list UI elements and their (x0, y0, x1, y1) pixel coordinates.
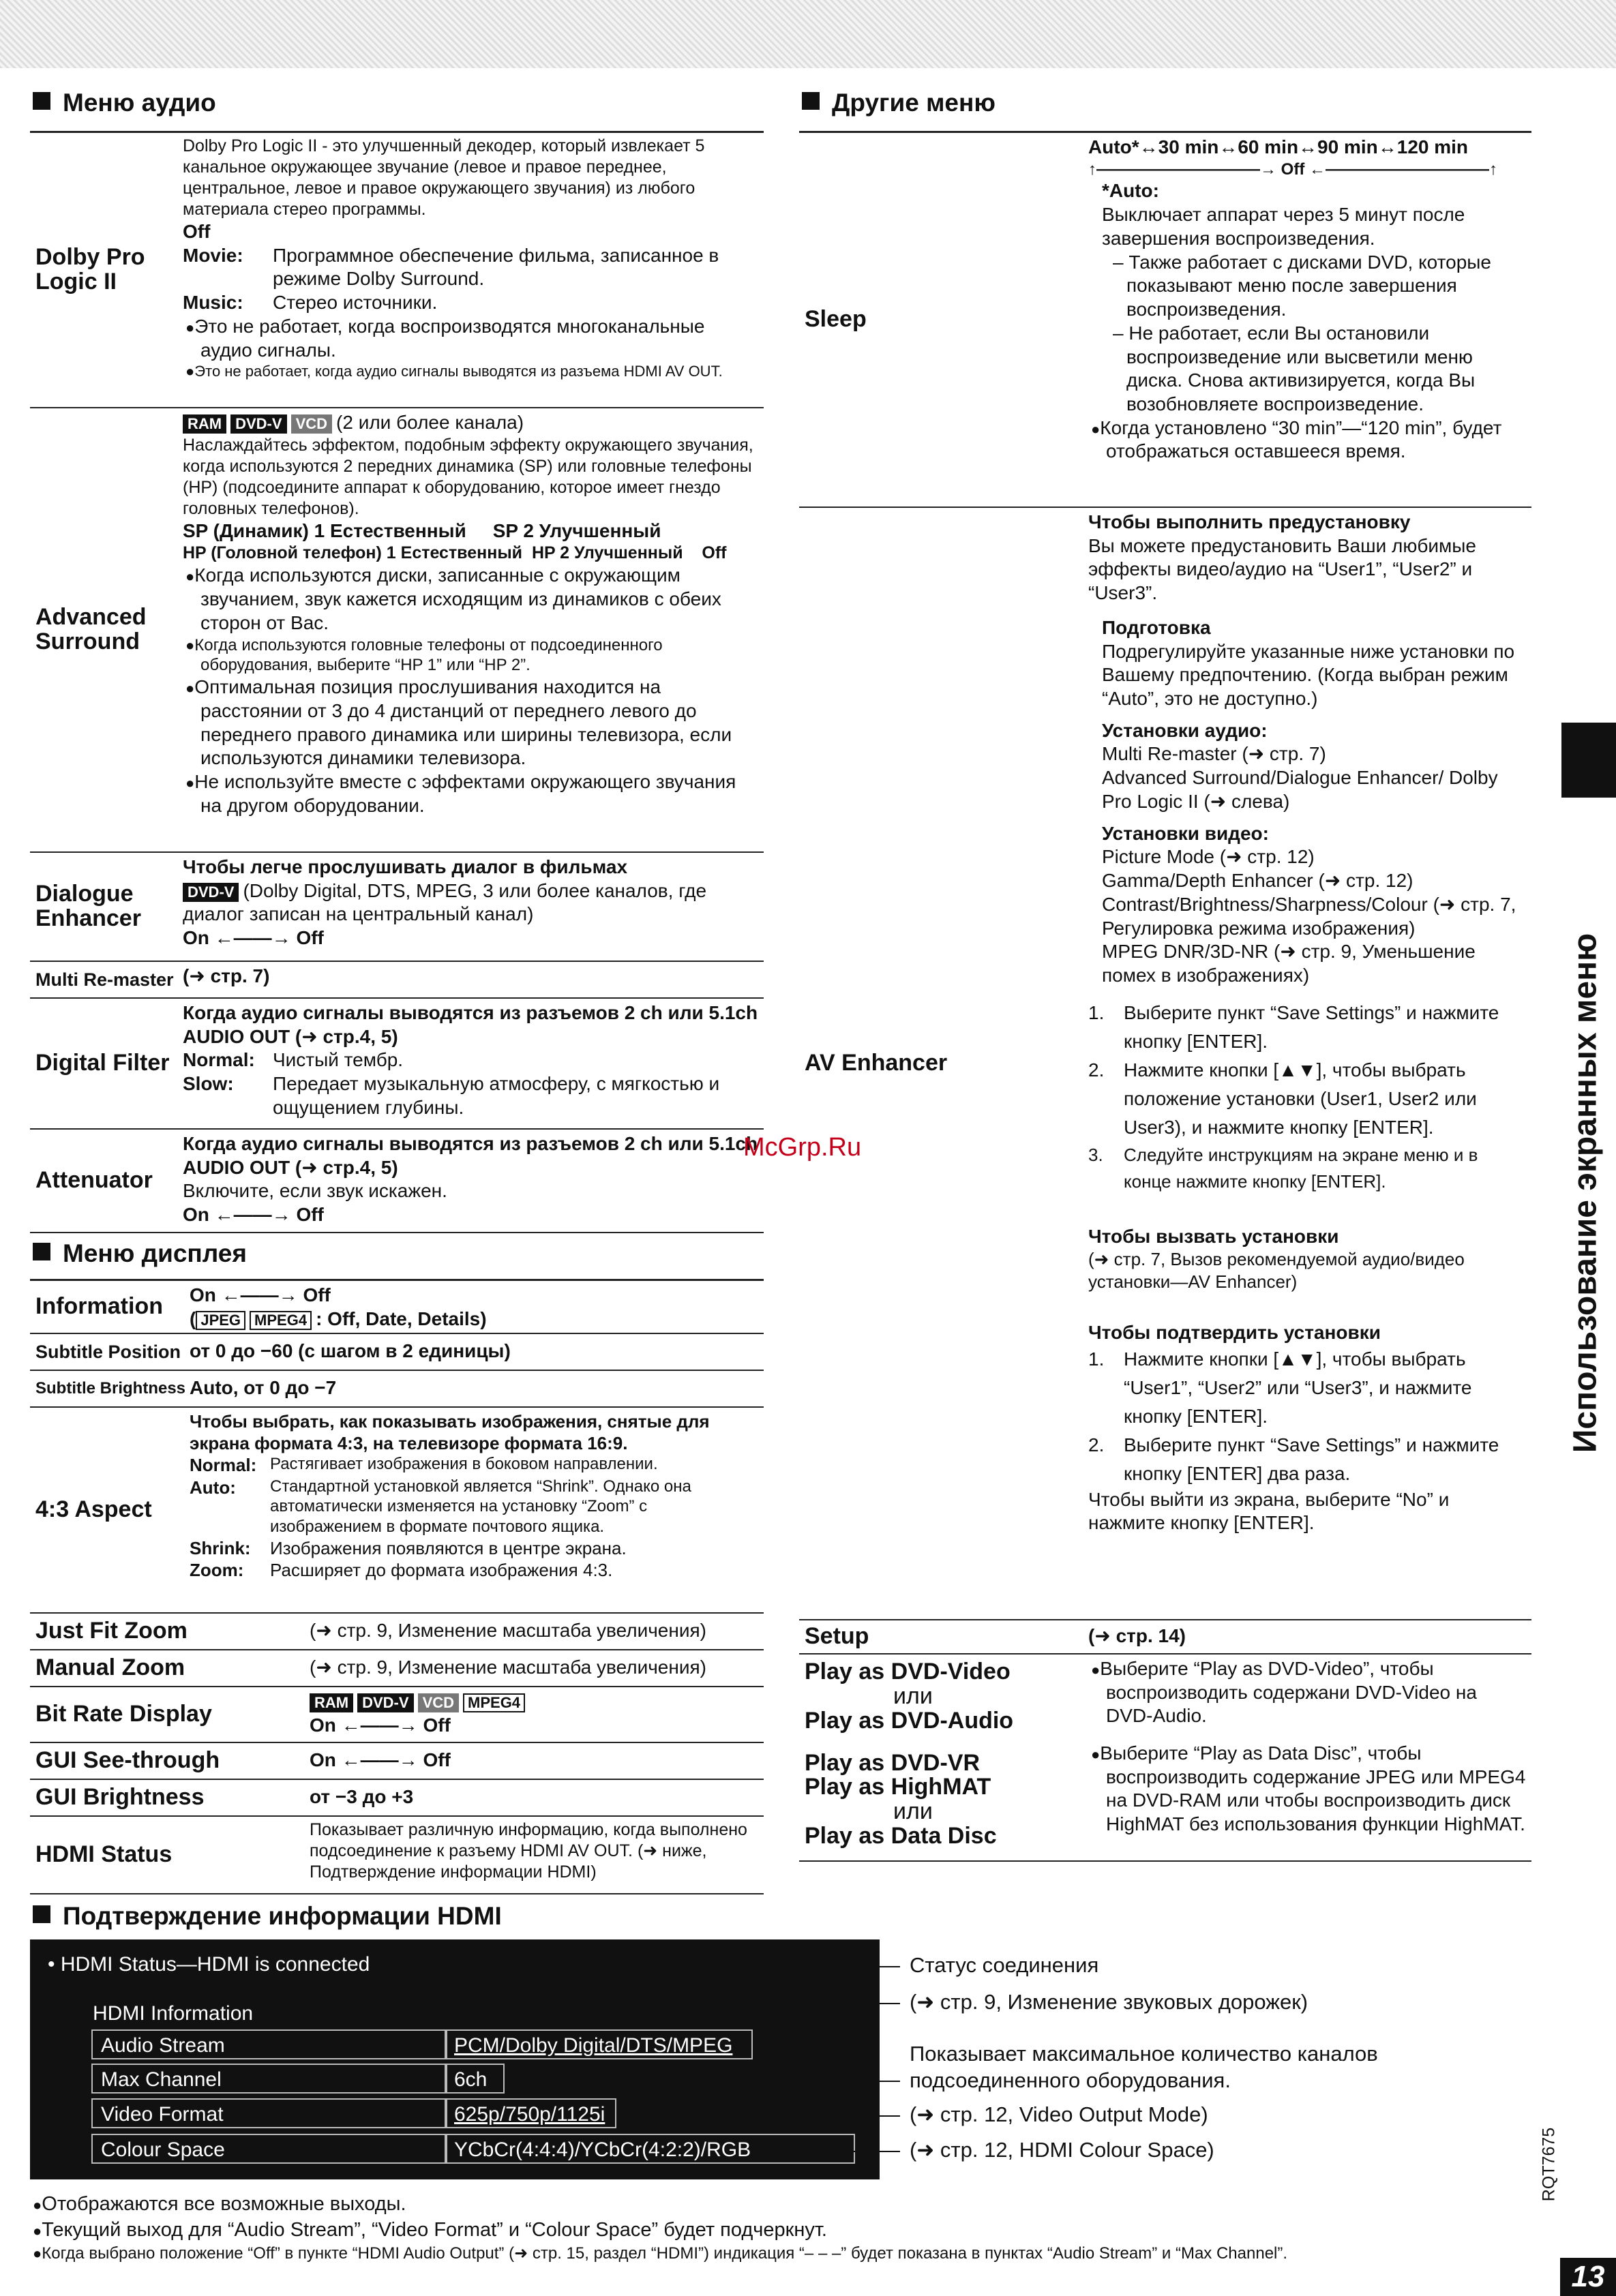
hdmi-video-value: 625p/750p/1125i (446, 2098, 616, 2128)
display-menu-table (30, 1279, 764, 1894)
subtitle-position-label: Subtitle Position (35, 1341, 181, 1362)
hdmi-video-label: Video Format (91, 2098, 446, 2128)
advanced-channels: (2 или более канала) (336, 412, 524, 433)
attenuator-label: Attenuator (35, 1167, 153, 1194)
page-number: 13 (1560, 2258, 1616, 2296)
av-step2: Нажмите кнопки [▲▼], чтобы выбрать положение установки (User1, User2 или User3), и нажмите кнопку [ENTER]. (1124, 1059, 1477, 1138)
gui-brightness-label: GUI Brightness (35, 1784, 205, 1811)
subtitle-position-text: от 0 до −60 (с шагом в 2 единицы) (190, 1340, 511, 1361)
hdmi-info-title: HDMI Information (93, 2002, 254, 2025)
dolby-intro: Dolby Pro Logic II - это улучшенный декодер, который извлекает 5 канальное окружающее звучание (левое и правое переднее, центральное, левое и правое окружающего звучания) из любого материала стерео программы. (183, 136, 705, 219)
audio-menu-table (30, 131, 764, 1233)
play-dvdvr-label: Play as DVD-VR (805, 1749, 980, 1776)
sleep-label: Sleep (805, 306, 867, 333)
av-video-item1: Picture Mode (➜ стр. 12) (1102, 846, 1315, 868)
gui-brightness-row (30, 1780, 764, 1817)
av-exit-text: Чтобы выйти из экрана, выберите “No” и нажмите кнопку [ENTER]. (1088, 1488, 1450, 1534)
aspect-row (30, 1408, 764, 1614)
av-video-item4: MPEG DNR/3D-NR (➜ стр. 9, Уменьшение помех в изображениях) (1102, 941, 1476, 986)
callout-audio: (➜ стр. 9, Изменение звуковых дорожек) (910, 1990, 1308, 2014)
digital-normal-val: Чистый тембр. (273, 1049, 404, 1071)
callout-connection-status: Статус соединения (910, 1953, 1099, 1977)
av-step3: Следуйте инструкциям на экране меню и в конце нажмите кнопку [ENTER]. (1124, 1144, 1478, 1192)
dialogue-row (30, 853, 764, 962)
attenuator-text: Включите, если звук искажен. (183, 1180, 447, 1202)
aspect-head: Чтобы выбрать, как показывать изображения, снятые для экрана формата 4:3, на телевизоре формата 16:9. (190, 1411, 710, 1454)
av-audio-head: Установки аудио: (1102, 719, 1268, 741)
watermark: McGrp.Ru (743, 1133, 862, 1162)
play-dvd-row (799, 1655, 1531, 1739)
hdmi-audio-label: Audio Stream (91, 2029, 446, 2059)
footnote-3: ● Когда выбрано положение “Off” в пункте “HDMI Audio Output” (➜ стр. 15, раздел “HDMI”) индикация “– – –” будет показана в пунктах “Audio Stream” и “Max Channel”. (30, 2243, 1287, 2264)
callout-max-channel: Показывает максимальное количество каналов подсоединенного оборудования. (910, 2042, 1378, 2092)
callout-video: (➜ стр. 12, Video Output Mode) (910, 2102, 1208, 2126)
display-menu-title: Меню дисплея (33, 1239, 247, 1268)
aspect-shrink-val: Изображения появляются в центре экрана. (270, 1537, 627, 1558)
hdmi-status-label: HDMI Status (35, 1841, 173, 1868)
hdmi-row-colour (91, 2134, 855, 2164)
gui-see-label: GUI See-through (35, 1747, 220, 1774)
footnote-1: ● Отображаются все возможные выходы. (30, 2192, 1287, 2218)
information-detail: : Off, Date, Details) (316, 1308, 487, 1329)
digital-slow-key: Slow: (183, 1073, 234, 1095)
audio-menu-title: Меню аудио (33, 89, 216, 117)
dolby-off: Off (183, 221, 211, 242)
callout-colour: (➜ стр. 12, HDMI Colour Space) (910, 2138, 1214, 2162)
play-data-text: ● Выберите “Play as Data Disc”, чтобы воспроизводить содержание JPEG или MPEG4 на DVD-RAM или чтобы воспроизводить диск HighMAT без использования функции HighMAT. (1088, 1739, 1531, 1860)
justfit-label: Just Fit Zoom (35, 1618, 188, 1644)
advanced-row (30, 408, 764, 853)
aspect-zoom-val: Расширяет до формата изображения 4:3. (270, 1560, 613, 1581)
sleep-auto-key: *Auto: (1102, 180, 1159, 202)
bitrate-row (30, 1687, 764, 1743)
leader-line (757, 2081, 900, 2082)
leader-line (852, 2151, 900, 2152)
advanced-sp-options: SP (Динамик) 1 Естественный SP 2 Улучшенный (183, 519, 661, 541)
leader-line (743, 2003, 900, 2004)
hdmi-status-line: • HDMI Status—HDMI is connected (48, 1953, 370, 1976)
other-menu-title: Другие меню (802, 89, 996, 117)
leader-line (409, 1966, 900, 1967)
gui-see-text: On ←——→ Off (310, 1749, 451, 1770)
justfit-row (30, 1614, 764, 1650)
av-preset-intro: Вы можете предустановить Ваши любимые эффекты видео/аудио на “User1”, “User2” и “User3”. (1088, 534, 1476, 604)
advanced-note1: ● Когда используются диски, записанные с окружающим звучанием, звук кажется исходящим из динамиков с обеих сторон от Вас. (183, 564, 761, 635)
manual-zoom-row (30, 1650, 764, 1687)
subtitle-brightness-row (30, 1371, 764, 1408)
advanced-note4: ● Не используйте вместе с эффектами окружающего звучания на другом оборудовании. (183, 770, 761, 817)
hdmi-status-text: Показывает различную информацию, когда выполнено подсоединение к разъему HDMI AV OUT. (➜ ниже, Подтверждение информации HDMI) (310, 1820, 747, 1882)
digital-row (30, 999, 764, 1130)
digital-head: Когда аудио сигналы выводятся из разъемов 2 ch или 5.1ch AUDIO OUT (➜ стр.4, 5) (183, 1002, 758, 1047)
hdmi-status-row (30, 1817, 764, 1894)
subtitle-position-row (30, 1334, 764, 1371)
hdmi-row-video (91, 2098, 616, 2128)
attenuator-head: Когда аудио сигналы выводятся из разъемов 2 ch или 5.1ch AUDIO OUT (➜ стр.4, 5) (183, 1133, 758, 1178)
play-data-row (799, 1739, 1531, 1862)
gui-see-row (30, 1743, 764, 1780)
aspect-normal-val: Растягивает изображения в боковом направлении. (270, 1455, 658, 1474)
subtitle-brightness-text: Auto, от 0 до −7 (190, 1377, 337, 1398)
setup-label: Setup (805, 1623, 869, 1650)
aspect-label: 4:3 Aspect (35, 1496, 152, 1523)
advanced-note3: ● Оптимальная позиция прослушивания находится на расстоянии от 3 до 4 дистанций от переднего левого до переднего правого динамика или ширины телевизора, если используются динамики телевизора. (183, 676, 761, 770)
play-datadisc-label: Play as Data Disc (805, 1822, 997, 1849)
dolby-label: Dolby Pro Logic II (35, 244, 145, 294)
hdmi-footnotes (30, 2192, 1287, 2265)
play-dvd-audio-label: Play as DVD-Audio (805, 1707, 1014, 1734)
av-preset-head: Чтобы выполнить предустановку (1088, 511, 1411, 532)
av-call-text: (➜ стр. 7, Вызов рекомендуемой аудио/видео установки—AV Enhancer) (1088, 1249, 1465, 1292)
dolby-row (30, 131, 764, 408)
multi-row (30, 962, 764, 999)
sleep-detail2: – Не работает, если Вы остановили воспроизведение или высветили меню диска. Снова активизируется, когда Вы возобновляете воспроизведение. (1113, 322, 1476, 414)
digital-label: Digital Filter (35, 1050, 170, 1076)
side-tab-marker (1561, 723, 1616, 798)
dialogue-head: Чтобы легче прослушивать диалог в фильмах (183, 856, 628, 877)
dialogue-text: (Dolby Digital, DTS, MPEG, 3 или более каналов, где диалог записан на центральный канал) (183, 879, 707, 925)
av-confirm-head: Чтобы подтвердить установки (1088, 1321, 1381, 1343)
leader-line (620, 2115, 900, 2117)
aspect-auto-val: Стандартной установкой является “Shrink”. Однако она автоматически изменяется на установку “Zoom” с изображением в формате почтового ящика. (270, 1477, 691, 1537)
play-dvd-video-label: Play as DVD-Video (805, 1659, 1011, 1685)
av-audio-item1: Multi Re-master (➜ стр. 7) (1102, 743, 1326, 765)
dialogue-label: Dialogue Enhancer (35, 881, 141, 931)
hdmi-confirm-title: Подтверждение информации HDMI (33, 1902, 502, 1931)
tag-vcd: VCD (418, 1693, 459, 1712)
av-prep-head: Подготовка (1102, 616, 1211, 638)
dolby-music-key: Music: (183, 292, 243, 314)
tag-dvdv: DVD-V (230, 414, 286, 434)
setup-text: (➜ стр. 14) (1088, 1625, 1186, 1646)
advanced-intro: Наслаждайтесь эффектом, подобным эффекту окружающего звучания, когда используются 2 передних динамика (SP) или головные телефоны (HP) (подсоедините аппарат к оборудованию, которое имеет гнездо головных телефонов). (183, 435, 753, 518)
av-enhancer-label: AV Enhancer (805, 1050, 948, 1076)
av-step1: Выберите пункт “Save Settings” и нажмите кнопку [ENTER]. (1124, 1001, 1499, 1052)
av-video-item3: Contrast/Brightness/Sharpness/Colour (➜ стр. 7, Регулировка режима изображения) (1102, 893, 1516, 939)
setup-row (799, 1620, 1531, 1655)
sleep-auto-val: Выключает аппарат через 5 минут после завершения воспроизведения. (1102, 204, 1465, 249)
sleep-sequence: Auto*↔30 min↔60 min↔90 min↔120 min (1088, 136, 1469, 157)
hdmi-colour-label: Colour Space (91, 2134, 446, 2164)
tag-vcd: VCD (291, 414, 332, 434)
manual-zoom-text: (➜ стр. 9, Изменение масштаба увеличения) (310, 1657, 706, 1678)
document-code: RQT7675 (1539, 2127, 1559, 2202)
tag-dvdv: DVD-V (183, 883, 239, 902)
hdmi-row-audio (91, 2029, 753, 2059)
sleep-detail1: – Также работает с дисками DVD, которые показывают меню после завершения воспроизведения. (1113, 251, 1491, 320)
attenuator-options: On ←——→ Off (183, 1204, 324, 1226)
play-data-or: или (893, 1798, 933, 1824)
hdmi-row-channel (91, 2064, 505, 2094)
hdmi-channel-label: Max Channel (91, 2064, 446, 2094)
av-confirm-step2: Выберите пункт “Save Settings” и нажмите кнопку [ENTER] два раза. (1124, 1434, 1499, 1484)
manual-zoom-label: Manual Zoom (35, 1655, 185, 1681)
av-prep-text: Подрегулируйте указанные ниже установки по Вашему предпочтению. (Когда выбран режим “Auto”, это не доступно.) (1102, 640, 1515, 710)
dialogue-options: On ←——→ Off (183, 927, 324, 949)
bitrate-options: On ←——→ Off (310, 1714, 451, 1736)
aspect-normal-key: Normal: (190, 1455, 257, 1476)
footnote-2: ● Текущий выход для “Audio Stream”, “Video Format” и “Colour Space” будет подчеркнут. (30, 2218, 1287, 2244)
tag-ram: RAM (183, 414, 226, 434)
multi-label: Multi Re-master (35, 969, 174, 990)
hdmi-audio-value: PCM/Dolby Digital/DTS/MPEG (446, 2029, 753, 2059)
bitrate-label: Bit Rate Display (35, 1701, 212, 1727)
sleep-row (799, 131, 1531, 508)
subtitle-brightness-label: Subtitle Brightness (35, 1379, 186, 1398)
dolby-movie-val: Программное обеспечение фильма, записанное в режиме Dolby Surround. (273, 244, 719, 290)
av-call-head: Чтобы вызвать установки (1088, 1225, 1339, 1247)
other-menu-table (799, 131, 1531, 1862)
sleep-note: ● Когда установлено “30 min”—“120 min”, будет отображаться оставшееся время. (1088, 417, 1529, 464)
dolby-note1: ● Это не работает, когда воспроизводятся многоканальные аудио сигналы. (183, 315, 761, 362)
advanced-hp-options: HP (Головной телефон) 1 Естественный HP 2 Улучшенный Off (183, 543, 727, 563)
dolby-music-val: Стерео источники. (273, 292, 438, 314)
hdmi-colour-value: YCbCr(4:4:4)/YCbCr(4:2:2)/RGB (446, 2134, 855, 2164)
av-video-item2: Gamma/Depth Enhancer (➜ стр. 12) (1102, 870, 1413, 892)
tag-jpeg: JPEG (196, 1311, 245, 1330)
attenuator-row (30, 1130, 764, 1233)
digital-normal-key: Normal: (183, 1049, 255, 1071)
multi-text: (➜ стр. 7) (183, 965, 270, 986)
dolby-note2: ● Это не работает, когда аудио сигналы выводятся из разъема HDMI AV OUT. (183, 362, 761, 380)
side-section-title: Использование экранных меню (1567, 933, 1604, 1453)
sleep-sequence-off: ↑——————————→ Off ←——————————↑ (1088, 160, 1497, 179)
advanced-note2: ● Когда используются головные телефоны от подсоединенного оборудования, выберите “HP 1” или “HP 2”. (183, 635, 761, 676)
justfit-text: (➜ стр. 9, Изменение масштаба увеличения) (310, 1620, 706, 1641)
information-row: Information On ←——→ Off ( JPEG MPEG4 : Off, Date, Details) (30, 1279, 764, 1334)
aspect-shrink-key: Shrink: (190, 1537, 251, 1558)
dolby-movie-key: Movie: (183, 244, 243, 266)
advanced-label: Advanced Surround (35, 604, 147, 654)
av-video-head: Установки видео: (1102, 822, 1269, 844)
play-highmat-label: Play as HighMAT (805, 1774, 991, 1800)
information-options: On ←——→ Off (190, 1284, 331, 1305)
tag-mpeg4: MPEG4 (463, 1693, 525, 1712)
information-label: Information (35, 1293, 163, 1320)
av-enhancer-row: AV Enhancer Чтобы выполнить предустановку Вы можете предустановить Ваши любимые эффекты видео/аудио на “User1”, “User2” и “User3”. Подготовка Подрегулируйте указанные ниже установки по Вашему предпочтению. (Когда выбран режим “Auto”, это не доступно.) Установки аудио: Multi Re-master (➜ стр. 7) Advanced Surround/Dialogue Enhancer/ Dolby Pro Logic II (➜ слева) Установки видео: Picture Mode (➜ стр. 12) Gamma/Depth Enhancer (➜ стр. 12) Contrast/Brightness/Sharpness/Colour (➜ стр. 7, Регулировка режима изображения) MPEG DNR/3D-NR (➜ стр. 9, Уменьшение помех в изображениях) 1. Выберите пункт “Save Settings” и нажмите кнопку [ENTER]. 2. Нажмите кнопки [▲▼], чтобы выбрать положение установки (User1, User2 или User3), и нажмите кнопку [ENTER]. 3. Следуйте инструкциям на экране меню и в конце нажмите кнопку [ENTER]. Чтобы вызвать установки (➜ стр. 7, Вызов рекомендуемой аудио/видео установки—AV Enhancer) Чтобы подтвердить установки 1. Нажмите кнопки [▲▼], чтобы выбрать “User1”, “User2” или “User3”, и нажмите кнопку [ENTER]. 2. Выберите пункт “Save Settings” и нажмите кнопку [ENTER] два раза. Чтобы выйти из экрана, выберите “No” и нажмите кнопку [ENTER]. (799, 508, 1531, 1620)
av-confirm-step1: Нажмите кнопки [▲▼], чтобы выбрать “User1”, “User2” или “User3”, и нажмите кнопку [ENTER]. (1124, 1348, 1472, 1427)
digital-slow-val: Передает музыкальную атмосферу, с мягкостью и ощущением глубины. (273, 1073, 720, 1118)
gui-brightness-text: от −3 до +3 (310, 1786, 414, 1807)
top-texture-band (0, 0, 1616, 68)
aspect-auto-key: Auto: (190, 1477, 236, 1498)
tag-dvdv: DVD-V (357, 1693, 413, 1712)
play-dvd-text: ● Выберите “Play as DVD-Video”, чтобы воспроизводить содержани DVD-Video на DVD-Audio. (1088, 1655, 1531, 1739)
tag-ram: RAM (310, 1693, 353, 1712)
aspect-zoom-key: Zoom: (190, 1560, 244, 1581)
tag-mpeg4: MPEG4 (250, 1311, 312, 1330)
av-audio-item2: Advanced Surround/Dialogue Enhancer/ Dolby Pro Logic II (➜ слева) (1102, 767, 1498, 812)
hdmi-channel-value: 6ch (446, 2064, 505, 2094)
play-dvd-or: или (893, 1683, 933, 1710)
